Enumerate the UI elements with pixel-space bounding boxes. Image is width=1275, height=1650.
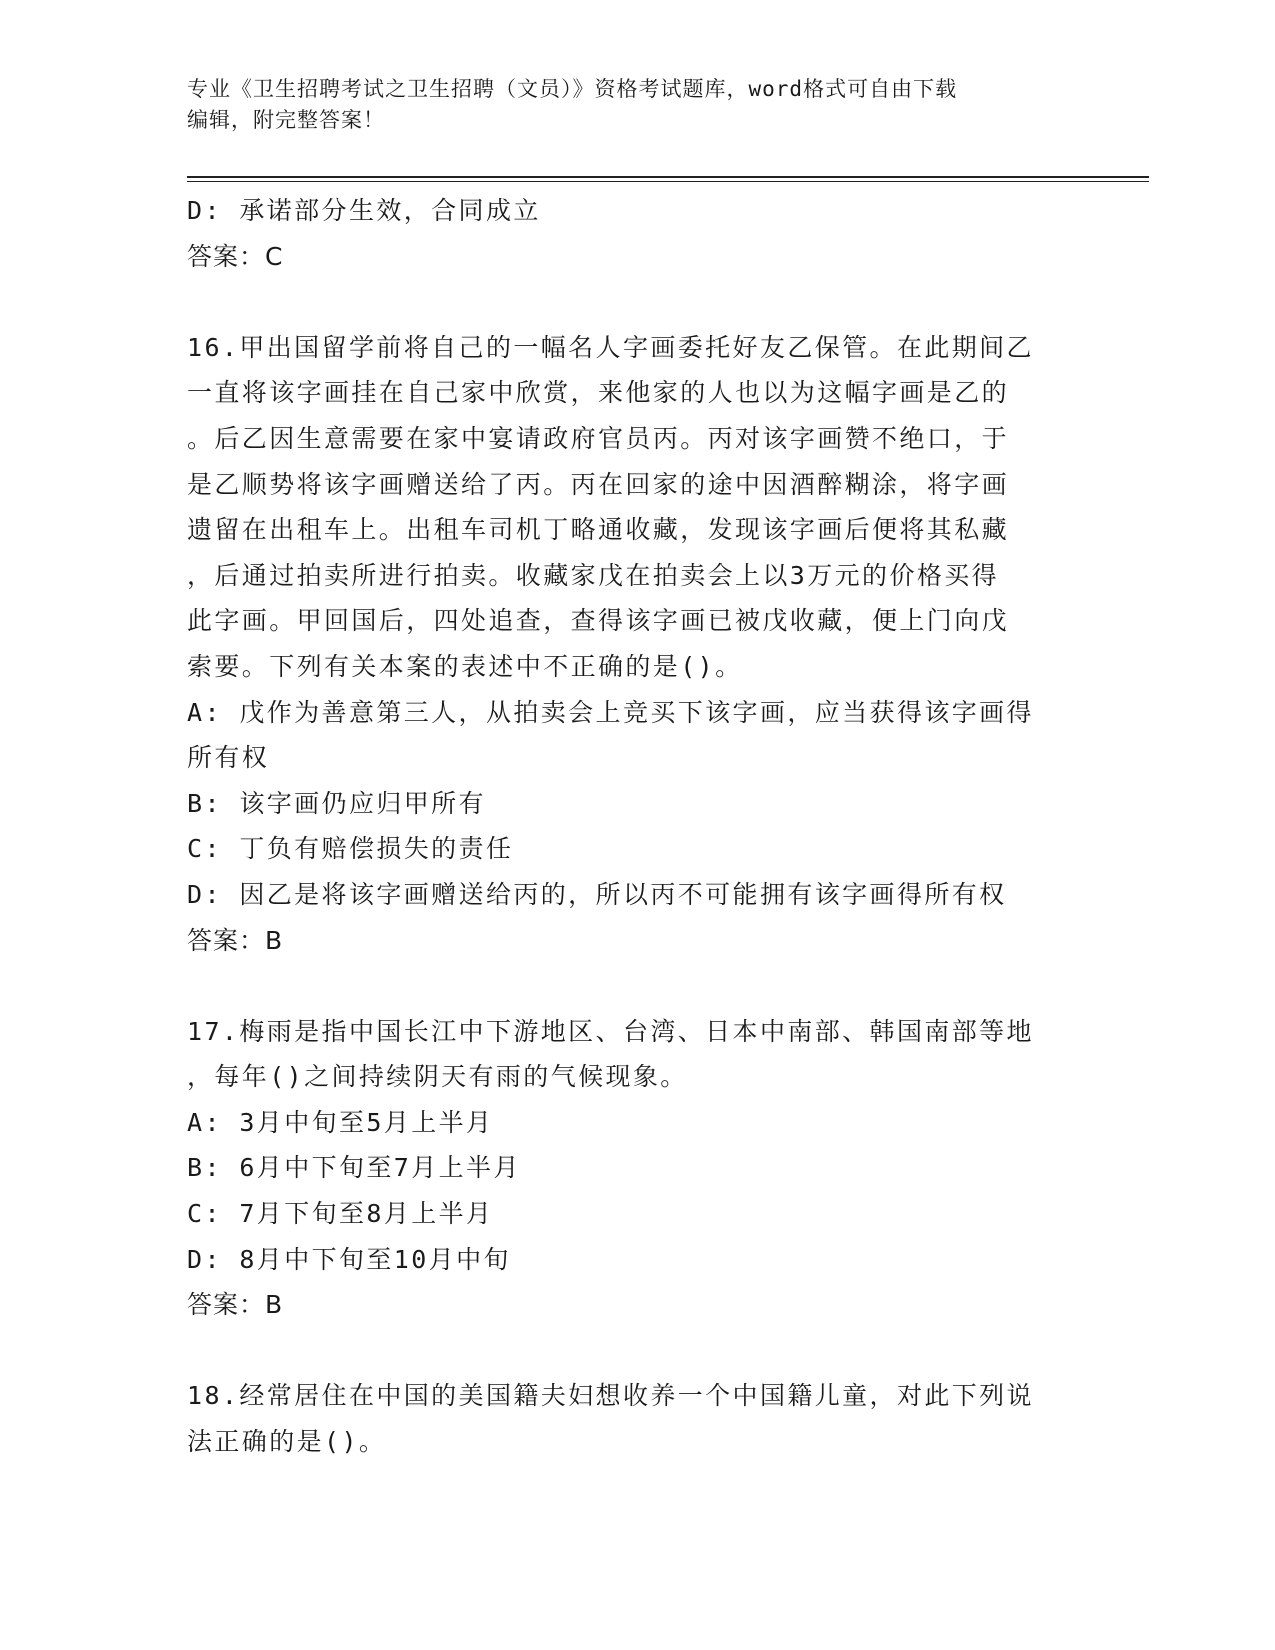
q16-stem-line: 此字画。甲回国后，四处追查，查得该字画已被戊收藏，便上门向戊 xyxy=(187,606,1010,636)
q16-option-a: A: 戊作为善意第三人，从拍卖会上竞买下该字画，应当获得该字画得 xyxy=(187,697,1034,727)
header-line-2: 编辑，附完整答案！ xyxy=(187,108,385,132)
question-content xyxy=(187,188,1067,1465)
q16-stem-line: 16.甲出国留学前将自己的一幅名人字画委托好友乙保管。在此期间乙 xyxy=(187,332,1034,362)
q17-stem-line: 17.梅雨是指中国长江中下游地区、台湾、日本中南部、韩国南部等地 xyxy=(187,1016,1034,1046)
spacer xyxy=(187,279,1067,325)
q17-option-a: A: 3月中旬至5月上半月 xyxy=(187,1107,494,1137)
q16-stem-line: ，后通过拍卖所进行拍卖。收藏家戊在拍卖会上以3万元的价格买得 xyxy=(187,560,1000,590)
q17-stem xyxy=(187,1009,1067,1100)
spacer xyxy=(187,963,1067,1009)
q17-answer: 答案：B xyxy=(187,1290,284,1320)
q17-stem-line: ，每年()之间持续阴天有雨的气候现象。 xyxy=(187,1062,688,1092)
spacer xyxy=(187,1328,1067,1374)
q16-option-a-cont: 所有权 xyxy=(187,743,270,773)
q18-stem-line: 法正确的是()。 xyxy=(187,1427,387,1457)
q16-stem-line: 。后乙因生意需要在家中宴请政府官员丙。丙对该字画赞不绝口，于 xyxy=(187,423,1010,453)
q15-option-d: D: 承诺部分生效，合同成立 xyxy=(187,196,541,225)
q18-stem-line: 18.经常居住在中国的美国籍夫妇想收养一个中国籍儿童，对此下列说 xyxy=(187,1381,1034,1411)
header-divider-thick xyxy=(187,176,1149,178)
q18-stem xyxy=(187,1373,1067,1464)
q16-stem xyxy=(187,325,1067,690)
q16-stem-line: 遗留在出租车上。出租车司机丁略通收藏，发现该字画后便将其私藏 xyxy=(187,515,1010,545)
header-divider-thin xyxy=(187,181,1149,182)
document-header xyxy=(187,74,1087,136)
header-line-1: 专业《卫生招聘考试之卫生招聘（文员）》资格考试题库，word格式可自由下载 xyxy=(187,77,958,101)
q17-option-d: D: 8月中下旬至10月中旬 xyxy=(187,1244,511,1274)
q16-stem-line: 是乙顺势将该字画赠送给了丙。丙在回家的途中因酒醉糊涂，将字画 xyxy=(187,469,1010,499)
q17-option-b: B: 6月中下旬至7月上半月 xyxy=(187,1153,521,1183)
q16-stem-line: 一直将该字画挂在自己家中欣赏，来他家的人也以为这幅字画是乙的 xyxy=(187,378,1010,408)
q16-answer: 答案：B xyxy=(187,925,284,955)
q16-option-c: C: 丁负有赔偿损失的责任 xyxy=(187,834,514,864)
q16-option-b: B: 该字画仍应归甲所有 xyxy=(187,788,486,818)
q15-answer: 答案：C xyxy=(187,241,284,271)
q17-option-c: C: 7月下旬至8月上半月 xyxy=(187,1199,494,1229)
q16-stem-line: 索要。下列有关本案的表述中不正确的是()。 xyxy=(187,651,743,681)
q16-option-d: D: 因乙是将该字画赠送给丙的，所以丙不可能拥有该字画得所有权 xyxy=(187,879,1007,909)
